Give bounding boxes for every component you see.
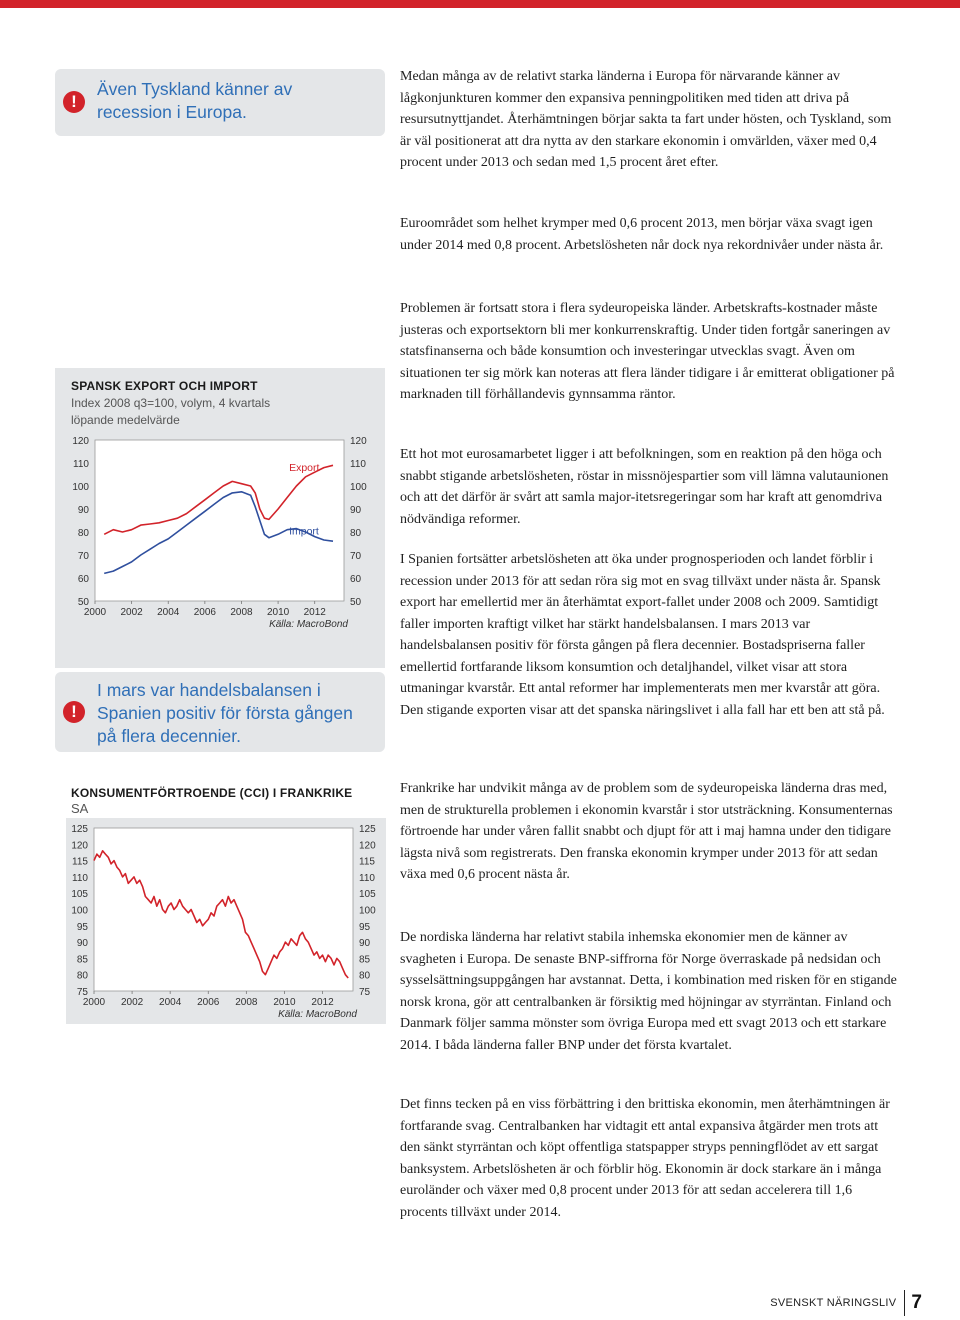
x-tick-label: 2006 [193, 607, 216, 618]
x-tick-label: 2012 [303, 607, 326, 618]
y-tick-label-right: 100 [359, 905, 376, 917]
y-tick-label-left: 120 [71, 840, 88, 852]
y-tick-label-left: 115 [72, 856, 88, 868]
y-tick-label-left: 50 [77, 597, 89, 608]
alert-icon: ! [63, 701, 85, 723]
x-tick-label: 2004 [157, 607, 180, 618]
body-paragraph-1 [400, 66, 900, 174]
y-tick-label-left: 90 [76, 938, 88, 950]
x-tick-label: 2000 [82, 997, 106, 1008]
callout-spain-text: I mars var handelsbalansen i Spanien positiv för första gången på flera decennier. [97, 680, 353, 746]
paragraph-text: Problemen är fortsatt stora i flera sydeuropeiska länder. Arbetskrafts-kostnader måste justeras och exportsektorn bli mer konkurrenskraftig. Under tiden fortgår saneringen av statsfinanserna och både konsumtion och investeringar utvecklas svagt. Även om situationen ter sig mörk kan noteras att flera länder tidigare i år emitterat obligationer på marknaden till förhållandevis gynnsamma räntor. [400, 301, 895, 402]
y-tick-label-left: 70 [77, 551, 89, 562]
callout-germany-text: Även Tyskland känner av recession i Europa. [97, 79, 293, 122]
paragraph-text: Euroområdet som helhet krymper med 0,6 procent 2013, men börjar växa svagt igen under 2014 med 0,8 procent. Arbetslösheten når dock nya rekordnivåer under nästa år. [400, 216, 884, 253]
y-tick-label-right: 50 [350, 597, 362, 608]
y-tick-label-left: 105 [71, 889, 88, 901]
callout-germany [55, 69, 385, 136]
y-tick-label-right: 60 [350, 574, 362, 585]
y-tick-label-right: 85 [359, 954, 371, 966]
y-tick-label-right: 100 [350, 482, 367, 493]
paragraph-text: Medan många av de relativt starka länderna i Europa för närvarande känner av lågkonjunkturen kommer den expansiva penningpolitiken med tiden att driva på resursutnyttjandet. Återhämtningen börjar sakta ta fart under hösten, och Tyskland, som är väl positionerat att dra nytta av den starkare ekonomin i omvärlden, växer med 0,4 procent under 2013 och sedan med 1,5 procent året efter. [400, 69, 892, 170]
y-tick-label-left: 120 [72, 436, 89, 447]
x-tick-label: 2002 [120, 607, 143, 618]
y-tick-label-left: 125 [71, 824, 88, 835]
paragraph-text: Ett hot mot eurosamarbetet ligger i att befolkningen, som en reaktion på den höga och snabbt stigande arbetslösheten, röstar in missnöjespartier som vill lämna valutaunionen och att det därför är svårt att samla major-itetsregeringar som har kraft att genomdriva nödvändiga reformer. [400, 447, 889, 527]
paragraph-text: Det finns tecken på en viss förbättring i den brittiska ekonomin, men återhämtningen är fortfarande svag. Centralbanken har vidtagit ett antal expansiva åtgärder men trots att den sänkt styrräntan och köpt offentliga statspapper stryps penningflödet av ett sargat banksystem. Arbetslösheten är och förblir hög. Ekonomin är dock starkare än i många euroländer och växer med 0,8 procent under 2013 för att sedan accelerera till 1,6 procents tillväxt under 2014. [400, 1097, 890, 1220]
y-tick-label-left: 110 [73, 459, 89, 470]
chart-france-cci [66, 818, 386, 1024]
y-tick-label-right: 110 [359, 872, 375, 884]
x-tick-label: 2008 [235, 997, 258, 1008]
top-accent-bar [0, 0, 960, 8]
plot-area [94, 828, 353, 991]
x-tick-label: 2008 [230, 607, 253, 618]
series-annotation: Import [289, 525, 319, 538]
y-tick-label-right: 90 [359, 938, 371, 950]
y-tick-label-left: 95 [76, 921, 88, 933]
chart-source: Källa: MacroBond [278, 1009, 357, 1020]
body-paragraph-7 [400, 927, 900, 1056]
y-tick-label-right: 80 [359, 970, 371, 982]
y-tick-label-left: 80 [76, 970, 88, 982]
y-tick-label-right: 80 [350, 528, 362, 539]
y-tick-label-right: 120 [359, 840, 376, 852]
y-tick-label-right: 70 [350, 551, 362, 562]
x-tick-label: 2012 [311, 997, 334, 1008]
callout-spain [55, 672, 385, 752]
y-tick-label-right: 125 [359, 824, 376, 835]
y-tick-label-left: 100 [72, 482, 89, 493]
y-tick-label-left: 90 [77, 505, 89, 516]
chart-spain-subtitle-2: löpande medelvärde [71, 413, 180, 427]
y-tick-label-right: 95 [359, 921, 371, 933]
body-paragraph-8 [400, 1094, 900, 1223]
x-tick-label: 2004 [159, 997, 182, 1008]
body-paragraph-5 [400, 549, 900, 721]
chart-france-title: KONSUMENTFÖRTROENDE (CCI) I FRANKRIKE [71, 786, 353, 800]
paragraph-text: Frankrike har undvikit många av de problem som de sydeuropeiska länderna dras med, men de strukturella problemen i ekonomin kvarstår i stor utsträckning. Konsumenternas förtroende har under våren fallit snabbt och djupt för att i maj hamna under den tidigare lägsta nivå som registrerats. Den franska ekonomin krymper under 2013 för att sedan växa med 0,6 procent nästa år. [400, 781, 893, 882]
body-paragraph-4 [400, 444, 900, 530]
x-tick-label: 2006 [197, 997, 220, 1008]
footer-divider [904, 1290, 905, 1316]
y-tick-label-right: 75 [359, 987, 371, 998]
y-tick-label-left: 75 [76, 987, 88, 998]
x-tick-label: 2010 [273, 997, 296, 1008]
y-tick-label-right: 105 [359, 889, 376, 901]
x-tick-label: 2010 [266, 607, 290, 618]
alert-icon: ! [63, 91, 85, 113]
series-annotation: Export [289, 462, 320, 475]
body-paragraph-3 [400, 298, 900, 406]
x-tick-label: 2000 [83, 607, 107, 618]
y-tick-label-right: 90 [350, 505, 362, 516]
paragraph-text: I Spanien fortsätter arbetslösheten att öka under prognosperioden och landet förblir i recession under 2013 för att sedan röra sig mot en svag tillväxt under nästa år. Spansk export har emellertid mer än återhämtat export-fallet under 2008 och 2009. Samtidigt faller importen kraftigt vilket har stärkt handelsbalansen. I mars 2013 var handelsbalansen positiv för första gången på flera decennier. Bostadspriserna faller emellertid fortfarande liksom konsumtion och detaljhandel, vilket visar att stora utmaningar kvarstår. Ett antal reformer har implementerats men mer kvarstår att göra. Den stigande exporten visar att det spanska näringslivet i alla fall har ett ben att stå på. [400, 552, 885, 718]
chart-spain-subtitle-1: Index 2008 q3=100, volym, 4 kvartals [71, 396, 271, 410]
body-paragraph-2 [400, 213, 900, 256]
body-paragraph-6 [400, 778, 900, 886]
y-tick-label-right: 110 [350, 459, 366, 470]
footer-brand: SVENSKT NÄRINGSLIV [770, 1297, 897, 1309]
y-tick-label-left: 100 [71, 905, 88, 917]
paragraph-text: De nordiska länderna har relativt stabila inhemska ekonomier men de känner av svagheten i Europa. De senaste BNP-siffrorna för Norge överraskade på nedsidan och sysselsättningsuppgången har avstannat. Detta, i kombination med risken för en stigande norsk krona, gör att centralbanken är försiktig med höjningar av styrräntan. Finland och Danmark följer samma mönster som övriga Europa med ett svagt 2013 och ett starkare 2014. I båda länderna faller BNP under det första kvartalet. [400, 930, 897, 1053]
chart-source: Källa: MacroBond [269, 619, 348, 630]
y-tick-label-left: 85 [76, 954, 88, 966]
y-tick-label-left: 110 [72, 872, 88, 884]
page-number: 7 [911, 1292, 922, 1313]
y-tick-label-right: 120 [350, 436, 367, 447]
page-footer [770, 1290, 922, 1316]
chart-spain-trade [55, 430, 385, 635]
y-tick-label-left: 60 [77, 574, 89, 585]
chart-spain-title: SPANSK EXPORT OCH IMPORT [71, 379, 258, 393]
x-tick-label: 2002 [120, 997, 144, 1008]
chart-france-subtitle: SA [71, 801, 89, 816]
y-tick-label-left: 80 [77, 528, 89, 539]
y-tick-label-right: 115 [359, 856, 375, 868]
